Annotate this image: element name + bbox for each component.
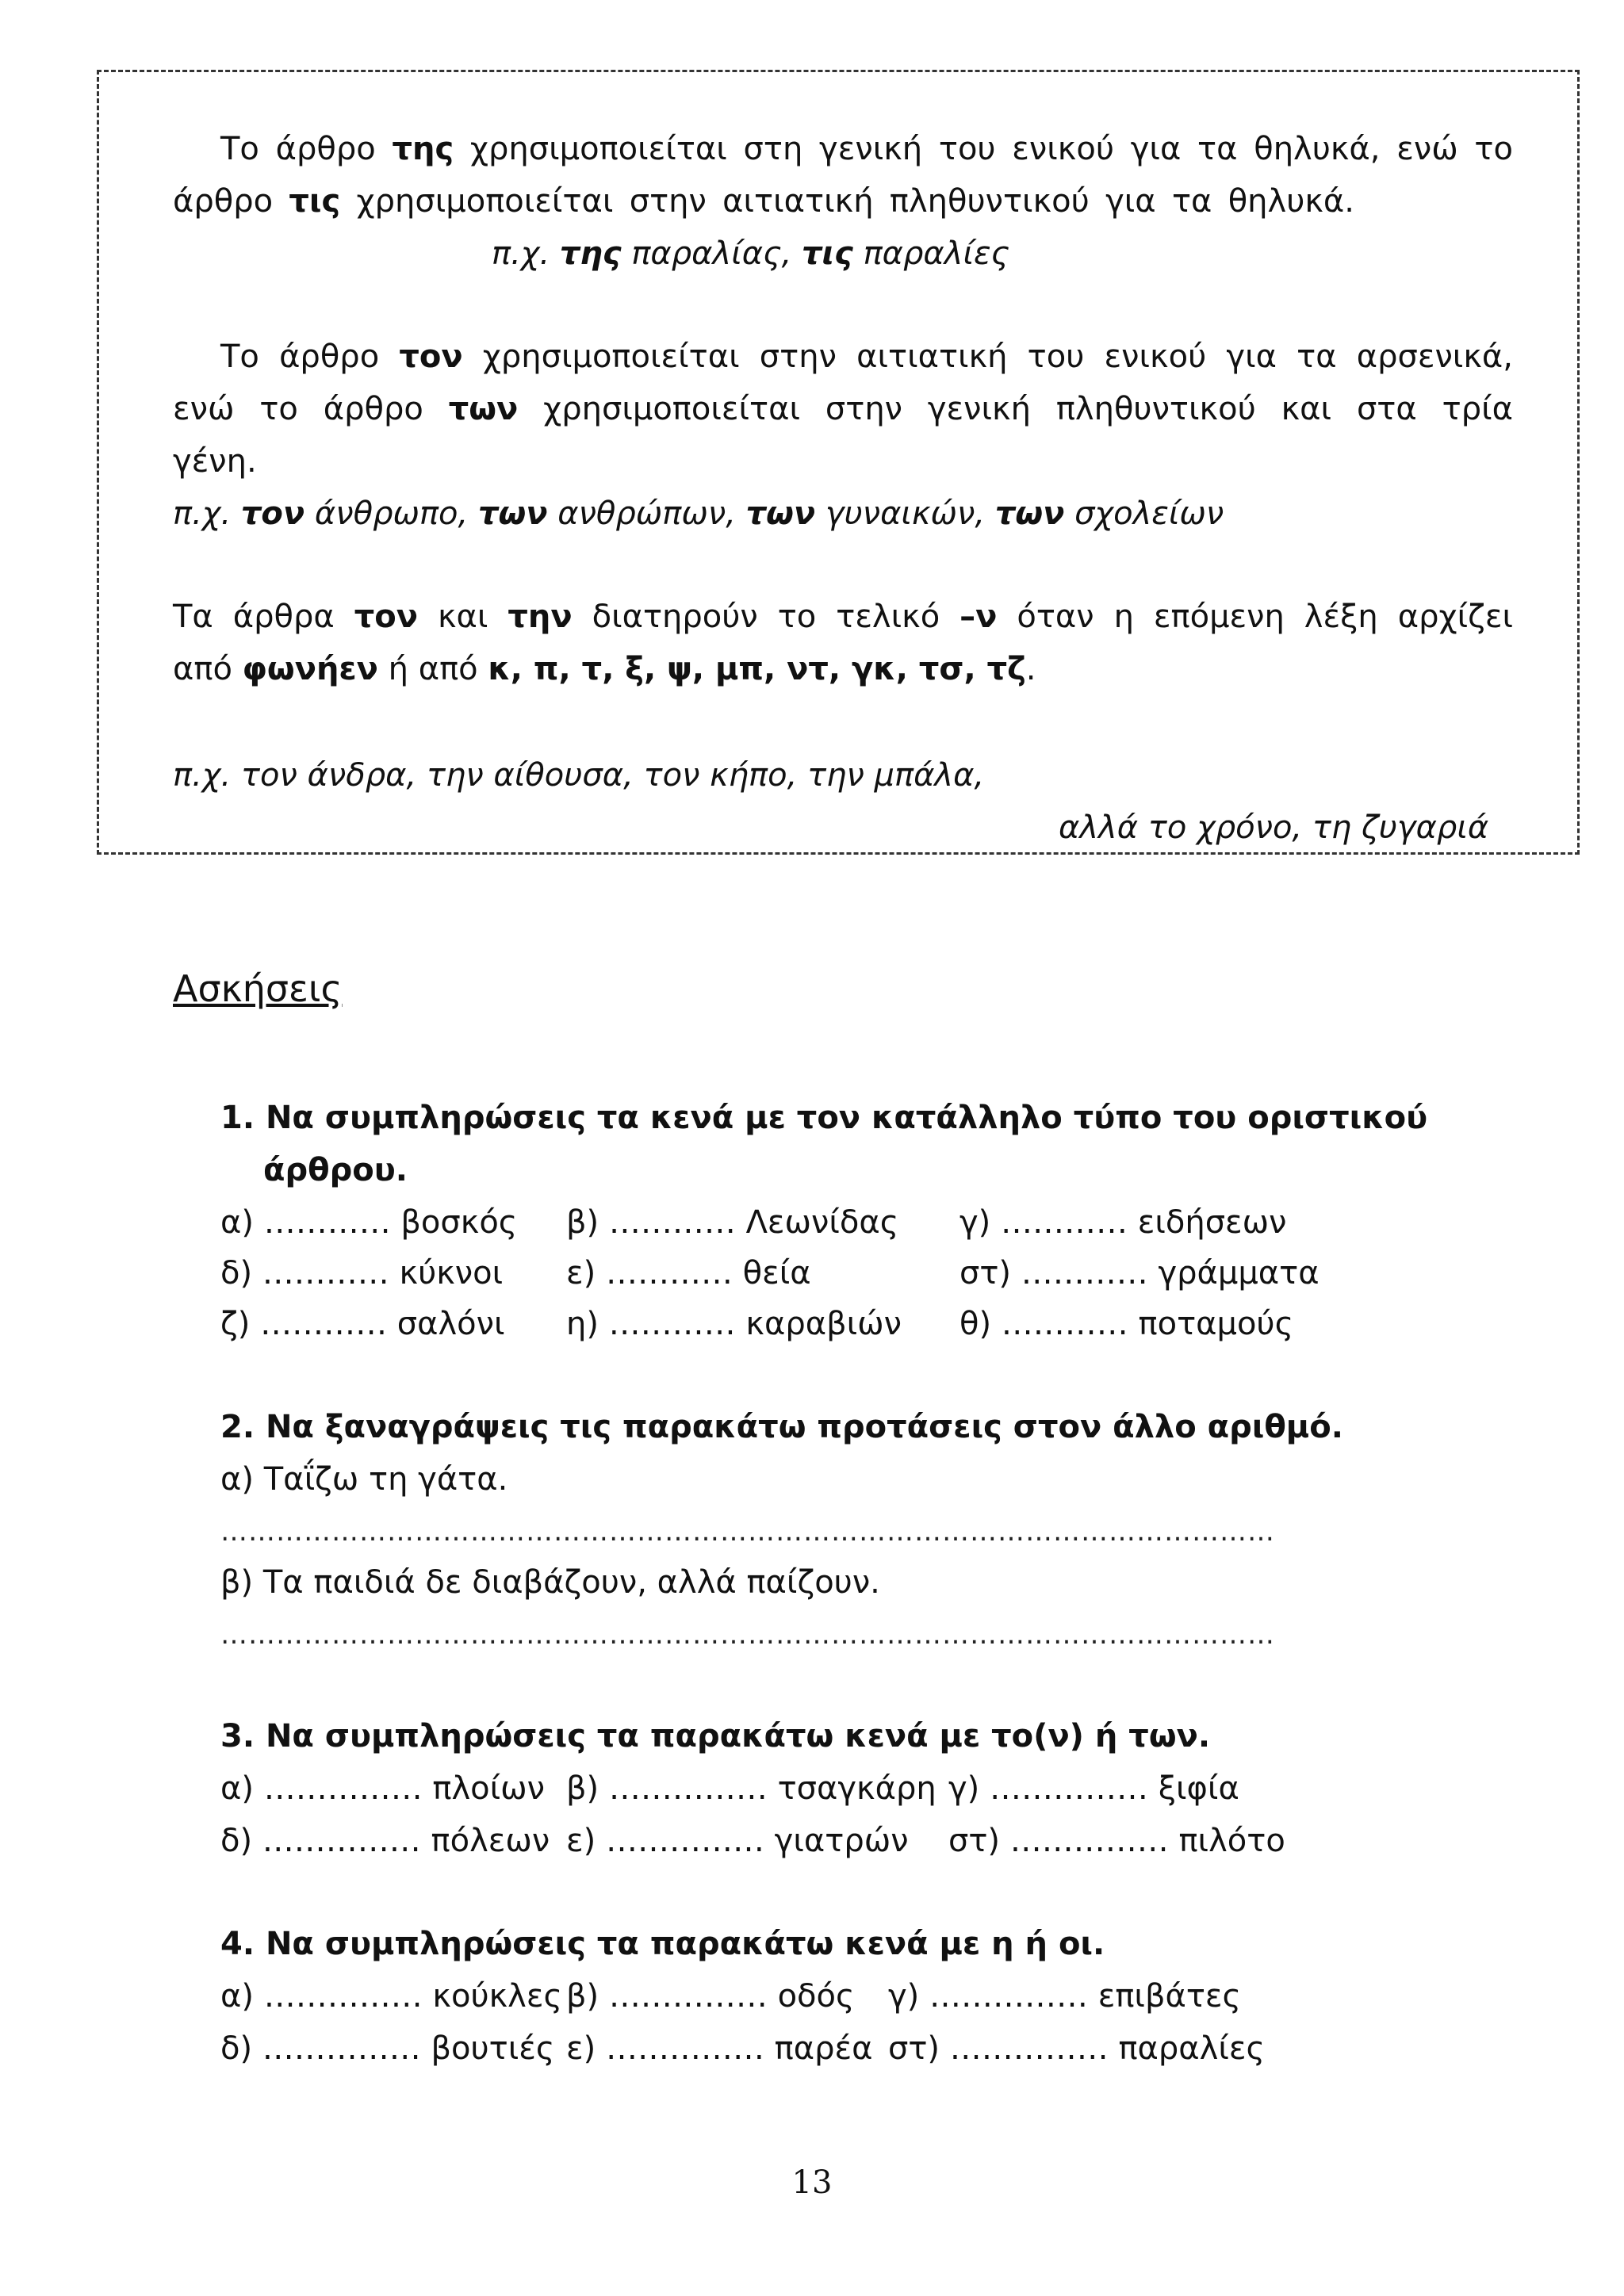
text-segment: παραλίες — [852, 235, 1010, 272]
rule-p2-line2 — [173, 385, 1513, 433]
text-segment: ενώ το άρθρο — [173, 391, 449, 427]
bold-term: τον — [399, 339, 463, 375]
text-segment: ή από — [377, 651, 488, 687]
text-segment: ανθρώπων, — [547, 496, 746, 532]
text-segment: Το άρθρο — [220, 131, 393, 167]
exercise-2-title: 2. Να ξαναγράψεις τις παρακάτω προτάσεις στον άλλο αριθμό. — [220, 1409, 1343, 1445]
exercise-3-title: 3. Να συμπληρώσεις τα παρακάτω κενά με το(ν) ή των. — [220, 1718, 1211, 1755]
bold-term: την — [508, 599, 573, 635]
exercise-4-item[interactable]: στ) …………… παραλίες — [888, 2030, 1265, 2067]
exercise-1-item[interactable]: β) ………… Λεωνίδας — [566, 1204, 899, 1241]
exercise-1-item[interactable]: θ) ………… ποταμούς — [959, 1306, 1294, 1342]
exercise-1-item[interactable]: γ) ………… ειδήσεων — [959, 1204, 1287, 1241]
exercise-4-item[interactable]: δ) …………… βουτιές — [220, 2030, 555, 2067]
exercise-1-item[interactable]: α) ………… βοσκός — [220, 1204, 518, 1241]
exercise-2-answer-line-b[interactable]: …………………………………………………………………………………………………… — [220, 1619, 1275, 1651]
text-segment: παραλίας, — [621, 235, 802, 272]
rule-p2-example — [173, 490, 1224, 538]
rule-p1-line2 — [173, 178, 1354, 225]
rule-p3-example1: π.χ. τον άνδρα, την αίθουσα, τον κήπο, την μπάλα, — [173, 757, 985, 794]
exercise-1-item[interactable]: ε) ………… θεία — [566, 1255, 811, 1292]
text-segment: χρησιμοποιείται στην γενική πληθυντικού και στα τρία — [518, 391, 1513, 427]
exercise-2-sentence-a: α) Ταΐζω τη γάτα. — [220, 1461, 508, 1498]
exercise-1-item[interactable]: στ) ………… γράμματα — [959, 1255, 1320, 1292]
exercise-1-item[interactable]: ζ) ………… σαλόνι — [220, 1306, 505, 1342]
bold-term: της — [559, 235, 622, 272]
text-segment: και — [417, 599, 508, 635]
exercise-4-item[interactable]: ε) …………… παρέα — [566, 2030, 873, 2067]
exercise-4-item[interactable]: α) …………… κούκλες — [220, 1978, 562, 2015]
exercise-1-title: 1. Να συμπληρώσεις τα κενά με τον κατάλληλο τύπο του οριστικού — [220, 1100, 1428, 1136]
bold-term: κ, π, τ, ξ, ψ, μπ, ντ, γκ, τσ, τζ — [488, 651, 1026, 687]
rule-p1-example — [492, 230, 1009, 277]
exercise-3-item[interactable]: α) …………… πλοίων — [220, 1770, 546, 1807]
text-segment: άνθρωπο, — [304, 496, 478, 532]
bold-term: τον — [240, 496, 305, 532]
bold-term: τις — [289, 183, 341, 220]
exercise-2-answer-line-a[interactable]: …………………………………………………………………………………………………… — [220, 1516, 1275, 1548]
exercise-3-item[interactable]: ε) …………… γιατρών — [566, 1823, 909, 1859]
bold-term: τις — [802, 235, 853, 272]
text-segment: χρησιμοποιείται στην αιτιατική πληθυντικού για τα θηλυκά. — [340, 183, 1354, 220]
text-segment: διατηρούν το τελικό — [572, 599, 960, 635]
exercise-1-title-cont: άρθρου. — [263, 1152, 408, 1188]
text-segment: από — [173, 651, 243, 687]
exercise-3-item[interactable]: β) …………… τσαγκάρη — [566, 1770, 936, 1807]
exercise-1-item[interactable]: η) ………… καραβιών — [566, 1306, 902, 1342]
bold-term: των — [448, 391, 519, 427]
bold-term: φωνήεν — [242, 651, 378, 687]
bold-term: –ν — [959, 599, 998, 635]
bold-term: της — [392, 131, 454, 167]
text-segment: άρθρο — [173, 183, 289, 220]
text-segment: Τα άρθρα — [173, 599, 354, 635]
text-segment: π.χ. — [173, 496, 241, 532]
bold-term: των — [745, 496, 816, 532]
exercise-4-item[interactable]: γ) …………… επιβάτες — [888, 1978, 1242, 2015]
page-number: 13 — [791, 2164, 833, 2201]
rule-p3-line2 — [173, 645, 1036, 693]
exercise-4-item[interactable]: β) …………… οδός — [566, 1978, 855, 2015]
exercise-3-item[interactable]: δ) …………… πόλεων — [220, 1823, 550, 1859]
rule-p2-line1 — [173, 333, 1513, 381]
exercise-3-item[interactable]: γ) …………… ξιφία — [948, 1770, 1239, 1807]
rule-p2-line3: γένη. — [173, 443, 257, 480]
text-segment: όταν η επόμενη λέξη αρχίζει — [997, 599, 1514, 635]
rule-p3-example2: αλλά το χρόνο, τη ζυγαριά — [1059, 809, 1489, 846]
exercise-2-sentence-b: β) Τα παιδιά δε διαβάζουν, αλλά παίζουν. — [220, 1564, 880, 1601]
text-segment: σχολείων — [1064, 496, 1224, 532]
rule-p1-line1 — [173, 125, 1513, 173]
text-segment: π.χ. — [492, 235, 560, 272]
text-segment: χρησιμοποιείται στην αιτιατική του ενικού για τα αρσενικά, — [462, 339, 1513, 375]
bold-term: των — [477, 496, 548, 532]
text-segment: γυναικών, — [815, 496, 995, 532]
text-segment: χρησιμοποιείται στη γενική του ενικού για τα θηλυκά, ενώ το — [454, 131, 1513, 167]
exercise-3-item[interactable]: στ) …………… πιλότο — [948, 1823, 1285, 1859]
bold-term: τον — [354, 599, 418, 635]
text-segment: Το άρθρο — [220, 339, 400, 375]
exercise-1-item[interactable]: δ) ………… κύκνοι — [220, 1255, 504, 1292]
exercises-heading: Ασκήσεις — [173, 967, 343, 1010]
rule-p3-line1 — [173, 593, 1513, 641]
text-segment: . — [1025, 651, 1036, 687]
exercise-4-title: 4. Να συμπληρώσεις τα παρακάτω κενά με η ή οι. — [220, 1926, 1105, 1962]
bold-term: των — [994, 496, 1065, 532]
